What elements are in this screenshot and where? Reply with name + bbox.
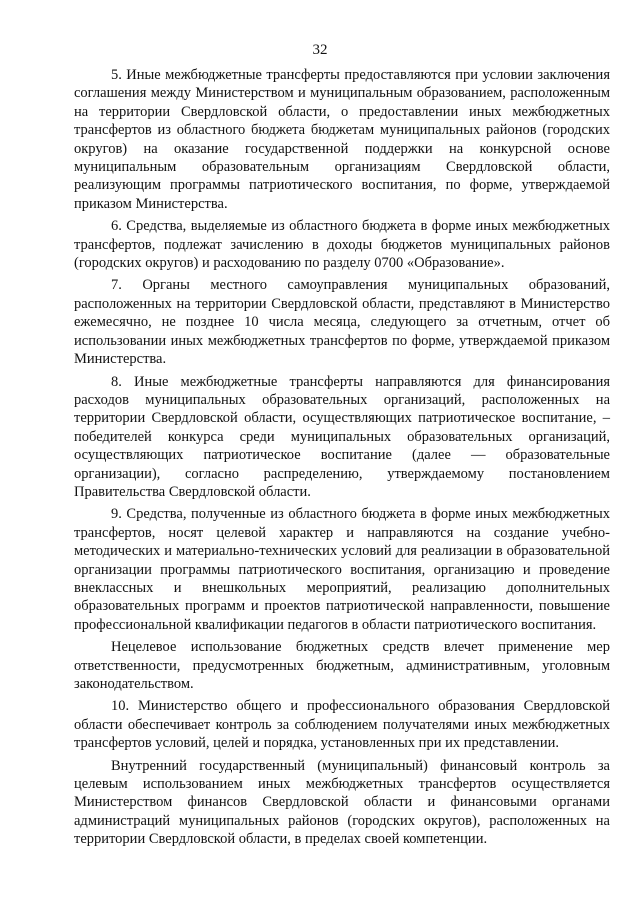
paragraph-misuse-liability: Нецелевое использование бюджетных средств влечет применение мер ответственности, предусмотренных бюджетным, административным, уголовным законодательством.	[74, 639, 610, 692]
paragraph-9: 9. Средства, полученные из областного бюджета в форме иных межбюджетных трансфертов, носят целевой характер и направляются на создание учебно-методических и материально-технических условий для реализации в образовательной организации программы патриотического воспитания, организацию и проведение внеклассных и внешкольных мероприятий, реализацию дополнительных образовательных программ и проектов патриотической направленности, повышение профессиональной квалификации педагогов в области патриотического воспитания.	[74, 506, 610, 633]
paragraph-5: 5. Иные межбюджетные трансферты предоставляются при условии заключения соглашения между Министерством и муниципальным образованием, расположенным на территории Свердловской области, о предоставлении иных межбюджетных трансфертов из областного бюджета бюджетам муниципальных районов (городских округов) на оказание государственной поддержки на конкурсной основе муниципальным образовательным организациям Свердловской области, реализующим программы патриотического воспитания, по форме, утверждаемой приказом Министерства.	[74, 67, 610, 212]
paragraph-financial-control: Внутренний государственный (муниципальный) финансовый контроль за целевым использованием иных межбюджетных трансфертов осуществляется Министерством финансов Свердловской области и финансовыми органами администраций муниципальных районов (городских округов), расположенных на территории Свердловской области, в пределах своей компетенции.	[74, 757, 610, 848]
paragraph-6: 6. Средства, выделяемые из областного бюджета в форме иных межбюджетных трансфертов, подлежат зачислению в доходы бюджетов муниципальных районов (городских округов) и расходованию по разделу 0700 «Образование».	[74, 218, 610, 272]
page-number: 32	[312, 42, 328, 58]
paragraph-10: 10. Министерство общего и профессионального образования Свердловской области обеспечивает контроль за соблюдением получателями иных межбюджетных трансфертов условий, целей и порядка, установленных при их представлении.	[74, 698, 610, 752]
document-body	[74, 66, 610, 849]
paragraph-7: 7. Органы местного самоуправления муниципальных образований, расположенных на территории Свердловской области, представляют в Министерство ежемесячно, не позднее 10 числа месяца, следующего за отчетным, отчет об использовании иных межбюджетных трансфертов по форме, утверждаемой приказом Министерства.	[74, 277, 610, 368]
paragraph-8: 8. Иные межбюджетные трансферты направляются для финансирования расходов муниципальных образовательных организаций, расположенных на территории Свердловской области, осуществляющих патриотическое воспитание, – победителей конкурса среди муниципальных образовательных организаций, осуществляющих патриотическое воспитание (далее — образовательные организации), согласно распределению, утверждаемому постановлением Правительства Свердловской области.	[74, 373, 610, 500]
